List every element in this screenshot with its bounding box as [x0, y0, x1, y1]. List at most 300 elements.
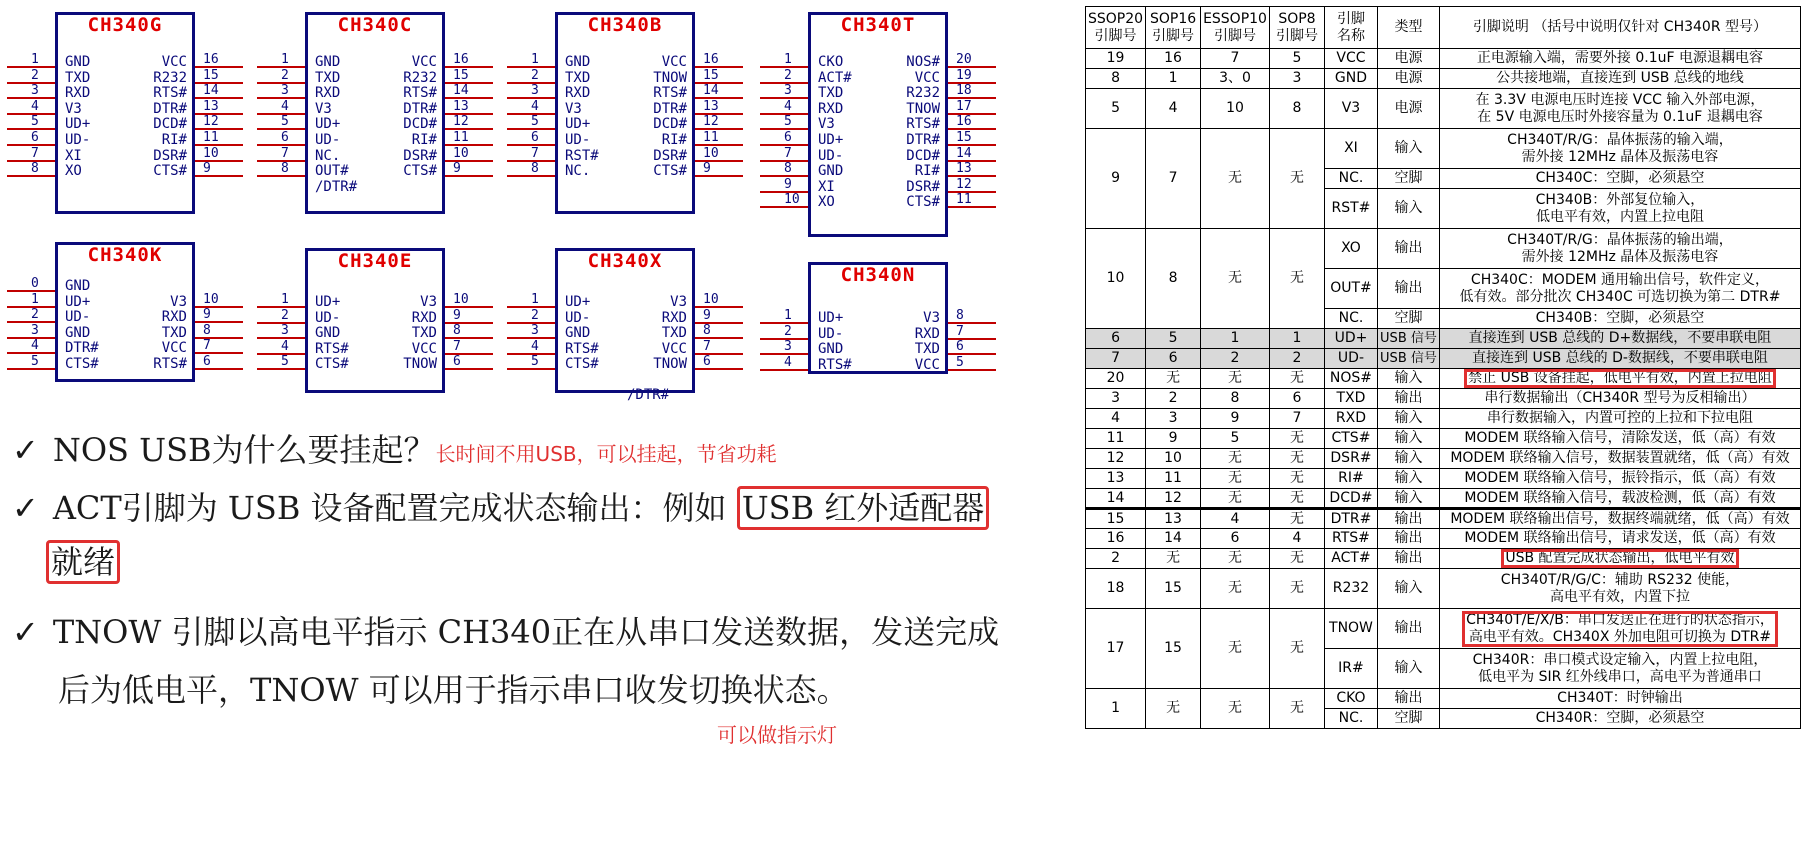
pin-number: 11	[703, 130, 719, 145]
pin-label: DSR#	[653, 147, 687, 164]
description-text	[1533, 170, 1708, 187]
pin-number: 3	[281, 83, 289, 99]
pin-label: V3	[170, 293, 187, 310]
note-tnow-annotation: 可以做指示灯	[717, 723, 837, 747]
table-cell: 无	[1269, 489, 1324, 509]
header-text: 引脚	[1336, 10, 1365, 27]
pin-label: RXD	[818, 100, 844, 117]
table-cell: 7	[1201, 49, 1270, 69]
pin-number: 14	[703, 83, 719, 99]
pin-label: UD-	[565, 309, 591, 326]
description-line: CH340T/E/X/B：串口发送正在进行的状态指示，	[1466, 611, 1774, 628]
table-cell: 15	[1146, 609, 1201, 689]
pin-label: DCD#	[403, 116, 437, 133]
pin-number: 10	[703, 292, 719, 307]
pin-number: 1	[31, 52, 39, 67]
pin-number: 4	[531, 98, 539, 114]
table-cell-description	[1439, 409, 1800, 429]
pin-number: 13	[956, 161, 972, 177]
description-line: 低电平为 SIR 红外线串口，高电平为普通串口	[1478, 668, 1762, 685]
table-cell: 输出	[1377, 269, 1439, 309]
table-cell: DSR#	[1324, 449, 1377, 469]
table-cell: 无	[1146, 549, 1201, 569]
pin-number: 17	[956, 98, 972, 114]
note-tnow-line2	[58, 670, 849, 710]
pin-number: 15	[703, 67, 719, 83]
chip-name: CH340C	[337, 14, 413, 36]
pin-number: 15	[203, 67, 219, 83]
description-text	[1498, 572, 1742, 606]
pin-label: NOS#	[906, 54, 940, 70]
pin-number: 1	[281, 52, 289, 67]
header-text: 名称	[1336, 27, 1365, 44]
pin-label: UD+	[315, 116, 341, 133]
pin-number: 4	[784, 98, 792, 114]
pin-label: GND	[818, 341, 844, 358]
description-line: CH340T/R/G/C：辅助 RS232 使能，	[1500, 571, 1740, 588]
description-text	[1469, 350, 1771, 367]
pin-number: 20	[956, 52, 972, 67]
table-cell: 1	[1269, 329, 1324, 349]
pin-number: 2	[281, 67, 289, 83]
table-row	[1086, 509, 1801, 529]
pin-label: GND	[65, 324, 91, 341]
pin-label: CTS#	[65, 356, 99, 372]
table-cell: 3	[1269, 69, 1324, 89]
description-line: 在 5V 电源电压时外接容量为 0.1uF 退耦电容	[1477, 108, 1763, 125]
table-row	[1086, 129, 1801, 169]
table-cell: 输出	[1377, 529, 1439, 549]
pin-number: 10	[784, 192, 800, 208]
table-header-cell	[1086, 7, 1146, 49]
pin-label: TXD	[818, 85, 844, 102]
table-cell: 4	[1146, 89, 1201, 129]
pin-number: 1	[784, 308, 792, 323]
chip-name: CH340T	[840, 14, 916, 36]
pin-number: 1	[784, 52, 792, 67]
table-cell: 7	[1269, 409, 1324, 429]
pin-label: TXD	[315, 69, 341, 86]
pin-number: 2	[784, 323, 792, 339]
table-cell: UD+	[1324, 329, 1377, 349]
table-cell: 15	[1086, 509, 1146, 529]
table-cell: 5	[1086, 89, 1146, 129]
pin-label-extra: /DTR#	[315, 178, 358, 195]
description-line: 需外接 12MHz 晶体及振荡电容	[1521, 248, 1719, 265]
table-cell: 无	[1201, 689, 1270, 729]
pin-label: GND	[565, 54, 591, 70]
note-act-text: ACT引脚为 USB 设备配置完成状态输出：例如	[52, 489, 727, 527]
table-row	[1086, 449, 1801, 469]
pin-number: 3	[531, 83, 539, 99]
table-cell: RI#	[1324, 469, 1377, 489]
table-header-cell	[1377, 7, 1439, 49]
pin-number: 10	[453, 145, 469, 161]
table-header-cell	[1146, 7, 1201, 49]
pin-label: RI#	[161, 132, 187, 148]
table-cell: 5	[1201, 429, 1270, 449]
note-tnow-line1	[12, 612, 999, 652]
table-cell: 输入	[1377, 469, 1439, 489]
pin-label: TNOW	[906, 100, 940, 117]
table-cell: V3	[1324, 89, 1377, 129]
table-cell: 无	[1269, 229, 1324, 329]
table-cell: 输出	[1377, 509, 1439, 529]
pin-label: XO	[65, 163, 82, 180]
pin-label: TNOW	[403, 356, 437, 373]
note-nos-text: NOS USB为什么要挂起？	[52, 431, 436, 469]
table-header-row	[1086, 7, 1801, 49]
table-cell: 1	[1146, 69, 1201, 89]
pin-label: UD-	[315, 132, 341, 148]
description-text	[1447, 450, 1792, 467]
description-line: MODEM 联络输出信号，请求发送，低（高）有效	[1464, 530, 1776, 546]
description-text	[1461, 430, 1778, 447]
pin-number: 3	[31, 83, 39, 99]
table-cell: 3	[1146, 409, 1201, 429]
description-line: 低有效。部分批次 CH340C 可选切换为第二 DTR#	[1459, 288, 1781, 305]
table-cell: 13	[1146, 509, 1201, 529]
pin-number: 8	[956, 308, 964, 323]
header-text: SOP8	[1278, 10, 1316, 27]
pin-number: 16	[203, 52, 219, 67]
pin-label: XO	[818, 194, 835, 211]
table-cell: 空脚	[1377, 709, 1439, 729]
pin-number: 8	[531, 161, 539, 177]
table-cell: USB 信号	[1377, 349, 1439, 369]
table-cell: XO	[1324, 229, 1377, 269]
description-text	[1447, 511, 1792, 528]
table-cell-description	[1439, 709, 1800, 729]
table-cell-description	[1439, 569, 1800, 609]
header-text: 引脚说明 （括号中说明仅针对 CH340R 型号）	[1472, 19, 1768, 35]
pin-number: 7	[453, 338, 461, 354]
table-header-cell	[1439, 7, 1800, 49]
pin-label: OUT#	[315, 163, 349, 180]
table-cell-description	[1439, 449, 1800, 469]
pin-number: 16	[956, 114, 972, 130]
table-cell-description	[1439, 49, 1800, 69]
pin-label: UD-	[565, 132, 591, 148]
pin-label: DSR#	[906, 178, 940, 195]
pin-label: VCC	[914, 69, 940, 86]
pin-number: 5	[531, 354, 539, 370]
table-cell: 18	[1086, 569, 1146, 609]
table-cell: 13	[1086, 469, 1146, 489]
pin-number: 14	[203, 83, 219, 99]
pin-number: 4	[784, 354, 792, 370]
pin-label: DCD#	[906, 147, 940, 164]
pin-label: CTS#	[153, 163, 187, 180]
description-text	[1554, 690, 1686, 707]
pin-label: DTR#	[153, 100, 187, 117]
table-cell: 2	[1146, 389, 1201, 409]
description-line: 需外接 12MHz 晶体及振荡电容	[1521, 148, 1719, 165]
description-text	[1456, 272, 1783, 306]
table-cell: TNOW	[1324, 609, 1377, 649]
table-cell: 无	[1201, 129, 1270, 229]
pin-number: 14	[453, 83, 469, 99]
pin-number: 13	[703, 98, 719, 114]
pin-number: 8	[31, 161, 39, 177]
description-line: 公共接地端，直接连到 USB 总线的地线	[1496, 70, 1744, 86]
description-line: CH340R：空脚，必须悬空	[1535, 710, 1705, 726]
table-cell: 4	[1201, 509, 1270, 529]
pin-number: 3	[784, 83, 792, 99]
pin-label: V3	[315, 100, 332, 117]
table-cell-description	[1439, 469, 1800, 489]
table-cell: 1	[1086, 689, 1146, 729]
pin-label: UD+	[565, 116, 591, 133]
pin-label: TXD	[914, 341, 940, 358]
table-cell: 9	[1201, 409, 1270, 429]
description-text	[1481, 390, 1758, 407]
table-cell: 8	[1146, 229, 1201, 329]
pin-number: 3	[281, 323, 289, 339]
pin-label: GND	[315, 325, 341, 342]
pin-label: V3	[670, 294, 687, 310]
pin-number: 16	[453, 52, 469, 67]
table-cell: NC.	[1324, 709, 1377, 729]
table-cell-description	[1439, 389, 1800, 409]
pin-number: 2	[31, 67, 39, 83]
pin-label: V3	[420, 294, 437, 310]
table-row	[1086, 329, 1801, 349]
pin-label: CTS#	[906, 194, 940, 211]
table-cell: ACT#	[1324, 549, 1377, 569]
table-header-cell	[1324, 7, 1377, 49]
header-text: 引脚号	[1094, 27, 1137, 44]
pin-label: CKO	[818, 54, 844, 70]
pin-number: 6	[203, 354, 211, 369]
table-cell-description	[1439, 609, 1800, 649]
pin-label: VCC	[914, 356, 940, 373]
pin-number: 6	[784, 130, 792, 145]
table-cell-description	[1439, 689, 1800, 709]
table-cell: XI	[1324, 129, 1377, 169]
table-cell: 输入	[1377, 429, 1439, 449]
pin-number: 7	[31, 145, 39, 161]
description-line: CH340C：MODEM 通用输出信号，软件定义，	[1470, 271, 1769, 288]
pin-label: RXD	[161, 309, 187, 326]
table-cell: IR#	[1324, 649, 1377, 689]
table-row	[1086, 49, 1801, 69]
table-cell: 无	[1201, 369, 1270, 389]
table-cell: R232	[1324, 569, 1377, 609]
pin-number: 6	[703, 354, 711, 370]
check-icon: ✓	[12, 489, 39, 527]
description-text	[1470, 652, 1771, 686]
pin-label: RI#	[411, 132, 437, 148]
description-text	[1533, 710, 1708, 727]
table-cell: 无	[1201, 229, 1270, 329]
table-header-cell	[1269, 7, 1324, 49]
pin-number: 12	[203, 114, 219, 130]
table-cell: TXD	[1324, 389, 1377, 409]
pin-label: CTS#	[565, 356, 599, 373]
description-line: 串行数据输入，内置可控的上拉和下拉电阻	[1486, 410, 1753, 426]
pin-label: VCC	[161, 54, 187, 70]
pin-number: 6	[531, 130, 539, 145]
pin-label: UD-	[65, 309, 91, 326]
pin-label: DCD#	[653, 116, 687, 133]
pin-label: XI	[818, 178, 835, 195]
table-cell: 无	[1269, 609, 1324, 689]
table-cell: 无	[1269, 429, 1324, 449]
description-line: 禁止 USB 设备挂起，低电平有效，内置上拉电阻	[1468, 370, 1772, 386]
pin-label: TNOW	[653, 69, 687, 86]
pin-number: 13	[203, 98, 219, 114]
table-cell: 无	[1201, 549, 1270, 569]
table-cell: 8	[1086, 69, 1146, 89]
table-cell: 11	[1086, 429, 1146, 449]
table-cell: 17	[1086, 609, 1146, 689]
pin-label: UD-	[315, 309, 341, 326]
table-row	[1086, 369, 1801, 389]
pin-number: 12	[703, 114, 719, 130]
pin-number: 5	[31, 114, 39, 130]
table-cell: 4	[1269, 529, 1324, 549]
pin-label: VCC	[411, 54, 437, 70]
table-cell: 输出	[1377, 549, 1439, 569]
table-cell: 输出	[1377, 609, 1439, 649]
table-cell: OUT#	[1324, 269, 1377, 309]
pin-label: RTS#	[818, 356, 852, 373]
pin-number: 3	[531, 323, 539, 339]
table-row	[1086, 549, 1801, 569]
table-cell: 输入	[1377, 649, 1439, 689]
table-row	[1086, 489, 1801, 509]
pin-label: UD+	[818, 310, 844, 326]
note-act-line2	[46, 542, 120, 582]
pin-number: 1	[531, 292, 539, 307]
chip-name: CH340G	[87, 14, 163, 36]
table-cell: 20	[1086, 369, 1146, 389]
table-cell: 7	[1086, 349, 1146, 369]
pin-number: 6	[31, 130, 39, 145]
pin-number: 13	[453, 98, 469, 114]
pin-label: R232	[403, 69, 437, 86]
pin-number: 7	[281, 145, 289, 161]
pin-number: 4	[281, 338, 289, 354]
table-cell: 电源	[1377, 69, 1439, 89]
description-text	[1461, 470, 1778, 487]
pin-number: 9	[203, 307, 211, 323]
table-cell: UD-	[1324, 349, 1377, 369]
description-line: 正电源输入端，需要外接 0.1uF 电源退耦电容	[1476, 50, 1764, 66]
pin-number: 7	[203, 338, 211, 354]
description-text	[1504, 132, 1736, 166]
pin-label: GND	[315, 54, 341, 70]
pin-label: RXD	[411, 309, 437, 326]
table-cell: 3、0	[1201, 69, 1270, 89]
pin-label: UD+	[315, 294, 341, 310]
pin-number: 8	[703, 323, 711, 339]
table-row	[1086, 689, 1801, 709]
table-cell: 输出	[1377, 389, 1439, 409]
table-body	[1086, 49, 1801, 729]
table-cell: 6	[1146, 349, 1201, 369]
pin-label: VCC	[661, 340, 687, 357]
pin-number: 4	[31, 338, 39, 354]
table-cell-description	[1439, 189, 1800, 229]
description-line: CH340T/R/G：晶体振荡的输入端，	[1507, 131, 1733, 148]
table-cell: 输入	[1377, 449, 1439, 469]
chip-name: CH340X	[587, 250, 663, 272]
pin-number: 5	[31, 354, 39, 369]
description-text	[1533, 310, 1708, 327]
pin-number: 5	[281, 114, 289, 130]
pin-number: 7	[703, 338, 711, 354]
description-line: 在 3.3V 电源电压时连接 VCC 输入外部电源，	[1475, 91, 1765, 108]
pin-label: DCD#	[153, 116, 187, 133]
table-cell: 2	[1086, 549, 1146, 569]
description-line: 直接连到 USB 总线的 D-数据线，不要串联电阻	[1472, 350, 1768, 366]
table-cell: 2	[1269, 349, 1324, 369]
table-cell: 3	[1086, 389, 1146, 409]
table-cell: 输出	[1377, 229, 1439, 269]
description-line: 高电平有效，内置下拉	[1549, 588, 1690, 605]
table-cell: CKO	[1324, 689, 1377, 709]
table-cell: 14	[1146, 529, 1201, 549]
pin-label: DTR#	[653, 100, 687, 117]
pin-label: DSR#	[403, 147, 437, 164]
check-icon: ✓	[12, 613, 39, 651]
pin-label: VCC	[661, 54, 687, 70]
description-text	[1461, 530, 1778, 547]
description-line: CH340T/R/G：晶体振荡的输出端，	[1507, 231, 1733, 248]
pin-label: NC.	[315, 147, 341, 164]
description-text	[1466, 330, 1775, 347]
table-cell: 无	[1269, 369, 1324, 389]
table-cell: NC.	[1324, 169, 1377, 189]
pin-number: 2	[784, 67, 792, 83]
table-cell: 无	[1269, 129, 1324, 229]
pin-number: 9	[784, 176, 792, 192]
pin-label: CTS#	[403, 163, 437, 180]
pin-label: RXD	[65, 85, 91, 102]
table-cell: 14	[1086, 489, 1146, 509]
table-cell: 7	[1146, 129, 1201, 229]
pin-number: 7	[531, 145, 539, 161]
pin-label: RXD	[315, 85, 341, 102]
pin-number: 16	[703, 52, 719, 67]
header-text: ESSOP10	[1203, 10, 1267, 27]
pin-label: UD-	[818, 147, 844, 164]
pin-label: GND	[65, 278, 91, 294]
table-cell: 5	[1269, 49, 1324, 69]
pin-number: 4	[281, 98, 289, 114]
table-cell: NOS#	[1324, 369, 1377, 389]
table-cell: 8	[1201, 389, 1270, 409]
table-cell-description	[1439, 369, 1800, 389]
pin-label: RXD	[565, 85, 591, 102]
table-cell-description	[1439, 229, 1800, 269]
table-cell: VCC	[1324, 49, 1377, 69]
pin-label: R232	[906, 85, 940, 102]
table-row	[1086, 609, 1801, 649]
pin-label: GND	[818, 163, 844, 180]
table-cell: DTR#	[1324, 509, 1377, 529]
description-line: 直接连到 USB 总线的 D+数据线，不要串联电阻	[1468, 330, 1772, 346]
table-row	[1086, 69, 1801, 89]
table-cell: 无	[1269, 449, 1324, 469]
pin-number: 7	[956, 323, 964, 339]
chip-name: CH340K	[87, 244, 163, 266]
pin-label: RTS#	[653, 85, 687, 102]
pin-label: RXD	[914, 325, 940, 342]
table-cell: 电源	[1377, 49, 1439, 69]
